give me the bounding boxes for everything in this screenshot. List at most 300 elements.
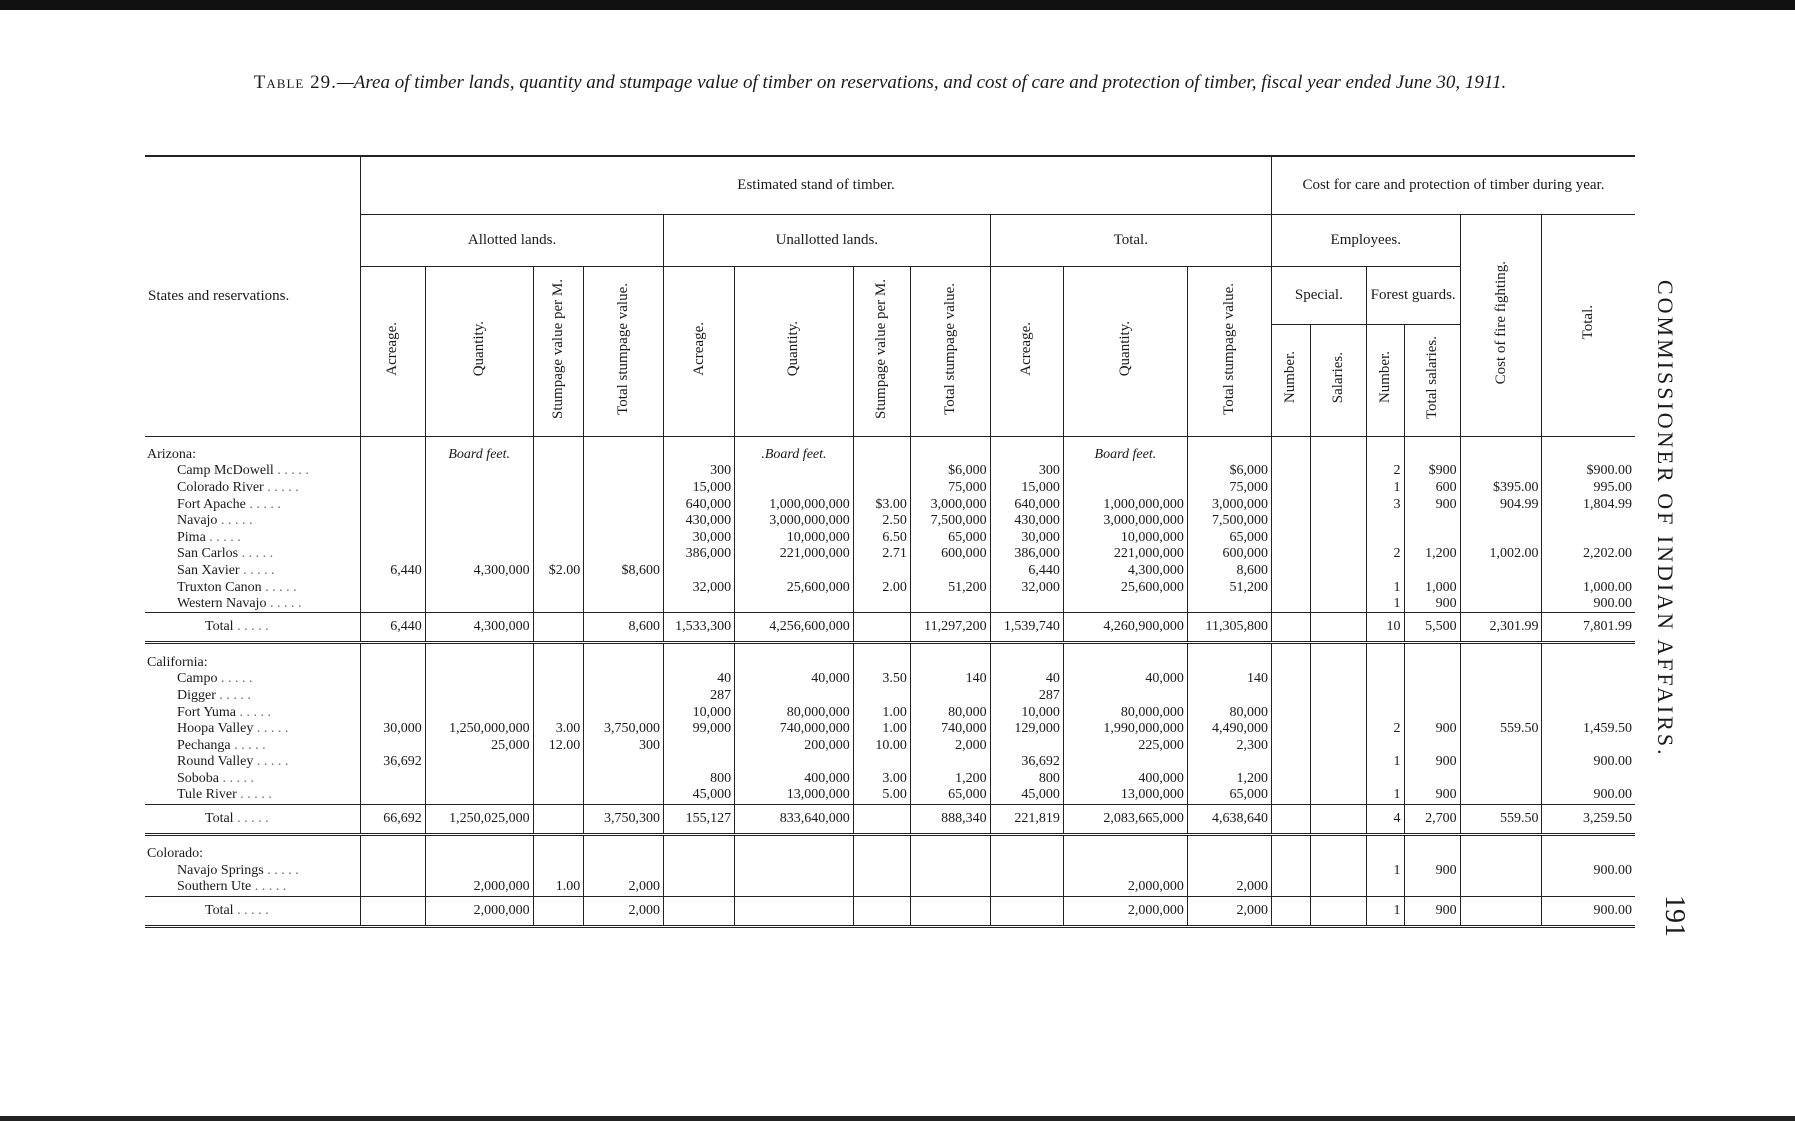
unit-label: Board feet. <box>1063 436 1187 463</box>
running-head: COMMISSIONER OF INDIAN AFFAIRS. <box>1653 280 1678 758</box>
header-acreage-total: Acreage. <box>990 266 1063 436</box>
table-cell <box>533 436 584 463</box>
table-cell <box>1310 496 1366 513</box>
table-row <box>145 737 1635 754</box>
table-cell <box>1404 771 1460 788</box>
table-cell: 1,250,025,000 <box>425 804 533 834</box>
table-row <box>145 721 1635 738</box>
table-cell <box>1366 563 1404 580</box>
table-cell <box>584 579 664 596</box>
table-cell: 287 <box>990 688 1063 705</box>
table-cell: 80,000 <box>910 704 990 721</box>
table-cell: 140 <box>910 671 990 688</box>
table-cell <box>1310 480 1366 497</box>
table-cell: 65,000 <box>1187 787 1271 804</box>
table-cell: 25,600,000 <box>1063 579 1187 596</box>
table-cell: 2.00 <box>853 579 910 596</box>
table-cell <box>664 737 735 754</box>
table-cell: 4,300,000 <box>1063 563 1187 580</box>
table-cell <box>425 754 533 771</box>
table-cell: 600,000 <box>1187 546 1271 563</box>
table-cell <box>361 463 426 480</box>
table-cell: 2.50 <box>853 513 910 530</box>
table-cell: 1 <box>1366 862 1404 879</box>
table-row <box>145 513 1635 530</box>
table-cell <box>735 596 854 613</box>
table-cell <box>533 643 584 671</box>
table-cell <box>361 688 426 705</box>
table-title <box>130 72 1630 94</box>
table-cell <box>1404 834 1460 862</box>
header-special: Special. <box>1271 266 1366 324</box>
header-quantity-allotted: Quantity. <box>425 266 533 436</box>
table-cell <box>910 563 990 580</box>
table-row <box>145 463 1635 480</box>
table-cell: 3,750,300 <box>584 804 664 834</box>
table-cell <box>425 529 533 546</box>
table-cell <box>533 671 584 688</box>
table-row <box>145 579 1635 596</box>
table-cell: 13,000,000 <box>735 787 854 804</box>
table-cell: 900.00 <box>1542 754 1635 771</box>
table-cell: 1,539,740 <box>990 613 1063 643</box>
table-cell: 3,750,000 <box>584 721 664 738</box>
table-cell: 3.00 <box>533 721 584 738</box>
table-cell: 2 <box>1366 721 1404 738</box>
table-cell <box>1542 671 1635 688</box>
table-cell <box>910 596 990 613</box>
table-cell: 140 <box>1187 671 1271 688</box>
table-cell: 10.00 <box>853 737 910 754</box>
table-cell <box>361 896 426 926</box>
table-cell <box>1063 463 1187 480</box>
table-cell <box>1404 513 1460 530</box>
table-cell: 15,000 <box>990 480 1063 497</box>
table-cell <box>1310 879 1366 896</box>
table-cell: 25,000 <box>425 737 533 754</box>
table-cell <box>584 862 664 879</box>
table-cell <box>1460 787 1542 804</box>
table-cell <box>584 771 664 788</box>
table-cell: 300 <box>584 737 664 754</box>
table-cell <box>853 480 910 497</box>
table-cell <box>1366 834 1404 862</box>
table-cell: 36,692 <box>361 754 426 771</box>
table-cell: 3,000,000,000 <box>735 513 854 530</box>
table-cell <box>1271 436 1310 463</box>
table-cell: 386,000 <box>664 546 735 563</box>
table-cell <box>425 643 533 671</box>
table-cell <box>910 688 990 705</box>
table-cell: 386,000 <box>990 546 1063 563</box>
table-cell <box>1310 463 1366 480</box>
table-cell: 2,000 <box>910 737 990 754</box>
table-cell: 11,305,800 <box>1187 613 1271 643</box>
table-cell <box>1310 643 1366 671</box>
table-cell: 1,200 <box>910 771 990 788</box>
table-cell: $3.00 <box>853 496 910 513</box>
table-cell: 7,801.99 <box>1542 613 1635 643</box>
table-cell: 7,500,000 <box>1187 513 1271 530</box>
table-cell: 2 <box>1366 546 1404 563</box>
row-label: Camp McDowell . . . . . <box>177 463 309 479</box>
table-cell <box>1271 787 1310 804</box>
table-cell: 640,000 <box>664 496 735 513</box>
table-cell <box>533 596 584 613</box>
table-cell <box>1310 563 1366 580</box>
table-cell: 2,000,000 <box>425 896 533 926</box>
table-cell: 30,000 <box>990 529 1063 546</box>
timber-table <box>145 155 1635 928</box>
table-cell <box>735 754 854 771</box>
header-acreage-unallotted: Acreage. <box>664 266 735 436</box>
header-allotted-lands: Allotted lands. <box>361 214 664 266</box>
table-cell: 995.00 <box>1542 480 1635 497</box>
table-cell: 740,000 <box>910 721 990 738</box>
table-cell: 900 <box>1404 721 1460 738</box>
table-cell: 6.50 <box>853 529 910 546</box>
table-row <box>145 529 1635 546</box>
table-cell <box>1271 721 1310 738</box>
table-cell: 6,440 <box>361 563 426 580</box>
table-cell <box>533 896 584 926</box>
table-cell: 80,000 <box>1187 704 1271 721</box>
table-cell: 4,300,000 <box>425 563 533 580</box>
table-cell: 559.50 <box>1460 721 1542 738</box>
table-cell <box>990 896 1063 926</box>
table-cell: 1,250,000,000 <box>425 721 533 738</box>
table-cell: 11,297,200 <box>910 613 990 643</box>
header-number-special: Number. <box>1271 324 1310 436</box>
table-cell: 221,000,000 <box>735 546 854 563</box>
table-cell <box>1404 671 1460 688</box>
table-cell <box>425 771 533 788</box>
table-cell <box>910 896 990 926</box>
table-cell <box>990 737 1063 754</box>
table-cell: 10,000 <box>990 704 1063 721</box>
table-cell <box>1271 896 1310 926</box>
table-cell <box>533 754 584 771</box>
table-cell: 1,200 <box>1404 546 1460 563</box>
row-label: Colorado: <box>147 846 203 862</box>
table-cell: 51,200 <box>1187 579 1271 596</box>
table-cell: $900.00 <box>1542 463 1635 480</box>
table-cell: 900 <box>1404 896 1460 926</box>
table-cell <box>1063 688 1187 705</box>
table-cell <box>361 480 426 497</box>
table-cell <box>1460 436 1542 463</box>
table-cell: 10,000 <box>664 704 735 721</box>
table-cell: 36,692 <box>990 754 1063 771</box>
table-cell <box>425 579 533 596</box>
header-total-stumpage-total: Total stumpage value. <box>1187 266 1271 436</box>
table-cell <box>361 671 426 688</box>
table-cell <box>425 546 533 563</box>
table-cell: 1,200 <box>1187 771 1271 788</box>
table-cell <box>990 834 1063 862</box>
table-cell: 559.50 <box>1460 804 1542 834</box>
table-cell <box>853 834 910 862</box>
header-total-stumpage-allotted: Total stumpage value. <box>584 266 664 436</box>
row-label: Digger . . . . . <box>177 687 251 703</box>
table-cell <box>1310 529 1366 546</box>
table-cell: 51,200 <box>910 579 990 596</box>
table-cell <box>1310 688 1366 705</box>
table-cell <box>853 862 910 879</box>
table-cell <box>1310 737 1366 754</box>
table-cell <box>1271 529 1310 546</box>
table-cell <box>1310 436 1366 463</box>
table-cell <box>1366 688 1404 705</box>
header-stumpage-per-m-allotted: Stumpage value per M. <box>533 266 584 436</box>
table-cell <box>1542 879 1635 896</box>
table-cell <box>1404 704 1460 721</box>
table-cell <box>584 671 664 688</box>
table-cell: 1 <box>1366 896 1404 926</box>
table-cell <box>533 529 584 546</box>
table-cell: 1 <box>1366 480 1404 497</box>
table-cell <box>584 787 664 804</box>
table-cell <box>1310 546 1366 563</box>
table-cell <box>1310 834 1366 862</box>
table-cell: $6,000 <box>1187 463 1271 480</box>
table-cell: 200,000 <box>735 737 854 754</box>
table-cell <box>1542 563 1635 580</box>
state-row <box>145 834 1635 862</box>
table-cell: 3 <box>1366 496 1404 513</box>
table-cell <box>533 834 584 862</box>
table-cell: 2,700 <box>1404 804 1460 834</box>
table-cell: 833,640,000 <box>735 804 854 834</box>
table-cell <box>1310 513 1366 530</box>
table-row <box>145 496 1635 513</box>
table-cell <box>584 704 664 721</box>
table-cell <box>1460 688 1542 705</box>
table-cell <box>361 496 426 513</box>
table-cell: 900.00 <box>1542 787 1635 804</box>
table-cell <box>1310 704 1366 721</box>
table-cell: 8,600 <box>1187 563 1271 580</box>
table-cell: 900.00 <box>1542 896 1635 926</box>
table-cell <box>735 879 854 896</box>
table-cell <box>664 436 735 463</box>
table-row <box>145 771 1635 788</box>
table-cell: 600 <box>1404 480 1460 497</box>
header-grand-total: Total. <box>1542 214 1635 436</box>
table-cell: 1,000,000,000 <box>735 496 854 513</box>
table-cell <box>1187 862 1271 879</box>
table-cell <box>1271 513 1310 530</box>
table-cell: 900.00 <box>1542 862 1635 879</box>
table-cell <box>1366 529 1404 546</box>
table-cell: 1,000.00 <box>1542 579 1635 596</box>
table-cell: 10,000,000 <box>1063 529 1187 546</box>
table-cell <box>1310 596 1366 613</box>
table-cell: 287 <box>664 688 735 705</box>
table-cell <box>361 737 426 754</box>
table-cell: 13,000,000 <box>1063 787 1187 804</box>
table-cell <box>1271 480 1310 497</box>
table-cell <box>1366 671 1404 688</box>
table-cell <box>1187 436 1271 463</box>
table-cell: 2,202.00 <box>1542 546 1635 563</box>
table-cell: 1 <box>1366 754 1404 771</box>
table-cell <box>1271 643 1310 671</box>
table-cell <box>533 496 584 513</box>
table-cell <box>1271 688 1310 705</box>
table-cell <box>533 463 584 480</box>
table-cell: 2,000 <box>584 879 664 896</box>
table-cell <box>584 596 664 613</box>
table-cell: 4,300,000 <box>425 613 533 643</box>
table-cell: 1,533,300 <box>664 613 735 643</box>
table-cell: 900 <box>1404 596 1460 613</box>
table-cell <box>1542 436 1635 463</box>
table-cell <box>584 643 664 671</box>
table-cell: 221,819 <box>990 804 1063 834</box>
table-cell <box>1460 704 1542 721</box>
table-cell <box>735 896 854 926</box>
header-quantity-unallotted: Quantity. <box>735 266 854 436</box>
table-cell: 1,000 <box>1404 579 1460 596</box>
header-total-stand: Total. <box>990 214 1271 266</box>
table-cell: 10,000,000 <box>735 529 854 546</box>
table-cell: 1.00 <box>853 704 910 721</box>
table-cell <box>584 480 664 497</box>
table-row <box>145 862 1635 879</box>
row-label: California: <box>147 654 208 670</box>
table-cell <box>1310 754 1366 771</box>
table-cell <box>735 834 854 862</box>
table-cell: 900 <box>1404 787 1460 804</box>
table-cell: 32,000 <box>990 579 1063 596</box>
table-cell <box>1542 834 1635 862</box>
table-cell <box>1271 834 1310 862</box>
table-cell: 25,600,000 <box>735 579 854 596</box>
table-cell: 4 <box>1366 804 1404 834</box>
table-cell <box>533 688 584 705</box>
table-cell <box>1542 643 1635 671</box>
table-row <box>145 879 1635 896</box>
table-cell: 3.00 <box>853 771 910 788</box>
table-cell: 10 <box>1366 613 1404 643</box>
table-cell <box>1404 737 1460 754</box>
table-cell <box>584 834 664 862</box>
table-cell <box>361 862 426 879</box>
table-cell <box>361 787 426 804</box>
table-cell <box>1063 862 1187 879</box>
table-cell <box>425 463 533 480</box>
table-cell: 1,459.50 <box>1542 721 1635 738</box>
table-cell: 12.00 <box>533 737 584 754</box>
table-cell <box>1063 596 1187 613</box>
table-cell <box>1460 754 1542 771</box>
table-row <box>145 563 1635 580</box>
table-cell <box>1187 643 1271 671</box>
table-cell <box>1271 579 1310 596</box>
row-label: Soboba . . . . . <box>177 770 254 786</box>
table-cell <box>853 754 910 771</box>
table-cell: 65,000 <box>1187 529 1271 546</box>
table-cell: 3,000,000,000 <box>1063 513 1187 530</box>
table-cell <box>533 546 584 563</box>
table-cell <box>1271 671 1310 688</box>
table-cell <box>1460 862 1542 879</box>
table-row <box>145 704 1635 721</box>
table-cell <box>425 834 533 862</box>
table-cell <box>664 643 735 671</box>
table-cell <box>1404 436 1460 463</box>
table-cell: 2,000,000 <box>1063 879 1187 896</box>
row-label: Total . . . . . <box>145 613 361 643</box>
table-cell <box>910 436 990 463</box>
row-label: San Carlos . . . . . <box>177 546 274 562</box>
table-row <box>145 480 1635 497</box>
table-cell: $2.00 <box>533 563 584 580</box>
table-cell <box>664 754 735 771</box>
table-cell: 8,600 <box>584 613 664 643</box>
table-cell <box>1460 596 1542 613</box>
table-cell <box>1271 754 1310 771</box>
table-cell: 129,000 <box>990 721 1063 738</box>
table-cell <box>361 643 426 671</box>
table-cell: 800 <box>664 771 735 788</box>
table-cell: 3,000,000 <box>910 496 990 513</box>
table-cell: 32,000 <box>664 579 735 596</box>
header-stumpage-per-m-unallotted: Stumpage value per M. <box>853 266 910 436</box>
table-cell <box>1460 529 1542 546</box>
table-cell: 2,000 <box>1187 879 1271 896</box>
table-cell: 4,638,640 <box>1187 804 1271 834</box>
table-cell: 2,083,665,000 <box>1063 804 1187 834</box>
table-cell: 4,490,000 <box>1187 721 1271 738</box>
table-cell: 155,127 <box>664 804 735 834</box>
table-cell <box>853 613 910 643</box>
table-cell: 800 <box>990 771 1063 788</box>
table-cell <box>853 596 910 613</box>
table-cell <box>1310 613 1366 643</box>
table-cell <box>361 529 426 546</box>
header-acreage-allotted: Acreage. <box>361 266 426 436</box>
table-cell <box>1460 737 1542 754</box>
table-cell: $395.00 <box>1460 480 1542 497</box>
table-cell <box>425 596 533 613</box>
header-total-stumpage-unallotted: Total stumpage value. <box>910 266 990 436</box>
state-row <box>145 643 1635 671</box>
table-body <box>145 436 1635 926</box>
table-cell <box>664 896 735 926</box>
table-cell <box>1310 579 1366 596</box>
table-cell: 3,000,000 <box>1187 496 1271 513</box>
header-cost-care: Cost for care and protection of timber during year. <box>1271 156 1635 214</box>
table-cell <box>990 643 1063 671</box>
table-cell <box>1366 704 1404 721</box>
table-cell <box>533 480 584 497</box>
header-employees: Employees. <box>1271 214 1460 266</box>
table-cell: 5.00 <box>853 787 910 804</box>
total-row <box>145 613 1635 643</box>
header-cost-fire: Cost of fire fighting. <box>1460 214 1542 436</box>
row-label: Pechanga . . . . . <box>177 737 266 753</box>
table-cell <box>1542 704 1635 721</box>
table-cell <box>1271 771 1310 788</box>
table-cell <box>990 596 1063 613</box>
table-cell <box>584 513 664 530</box>
table-cell <box>1271 496 1310 513</box>
table-cell: 1.00 <box>853 721 910 738</box>
table-cell <box>664 879 735 896</box>
table-cell <box>1460 771 1542 788</box>
